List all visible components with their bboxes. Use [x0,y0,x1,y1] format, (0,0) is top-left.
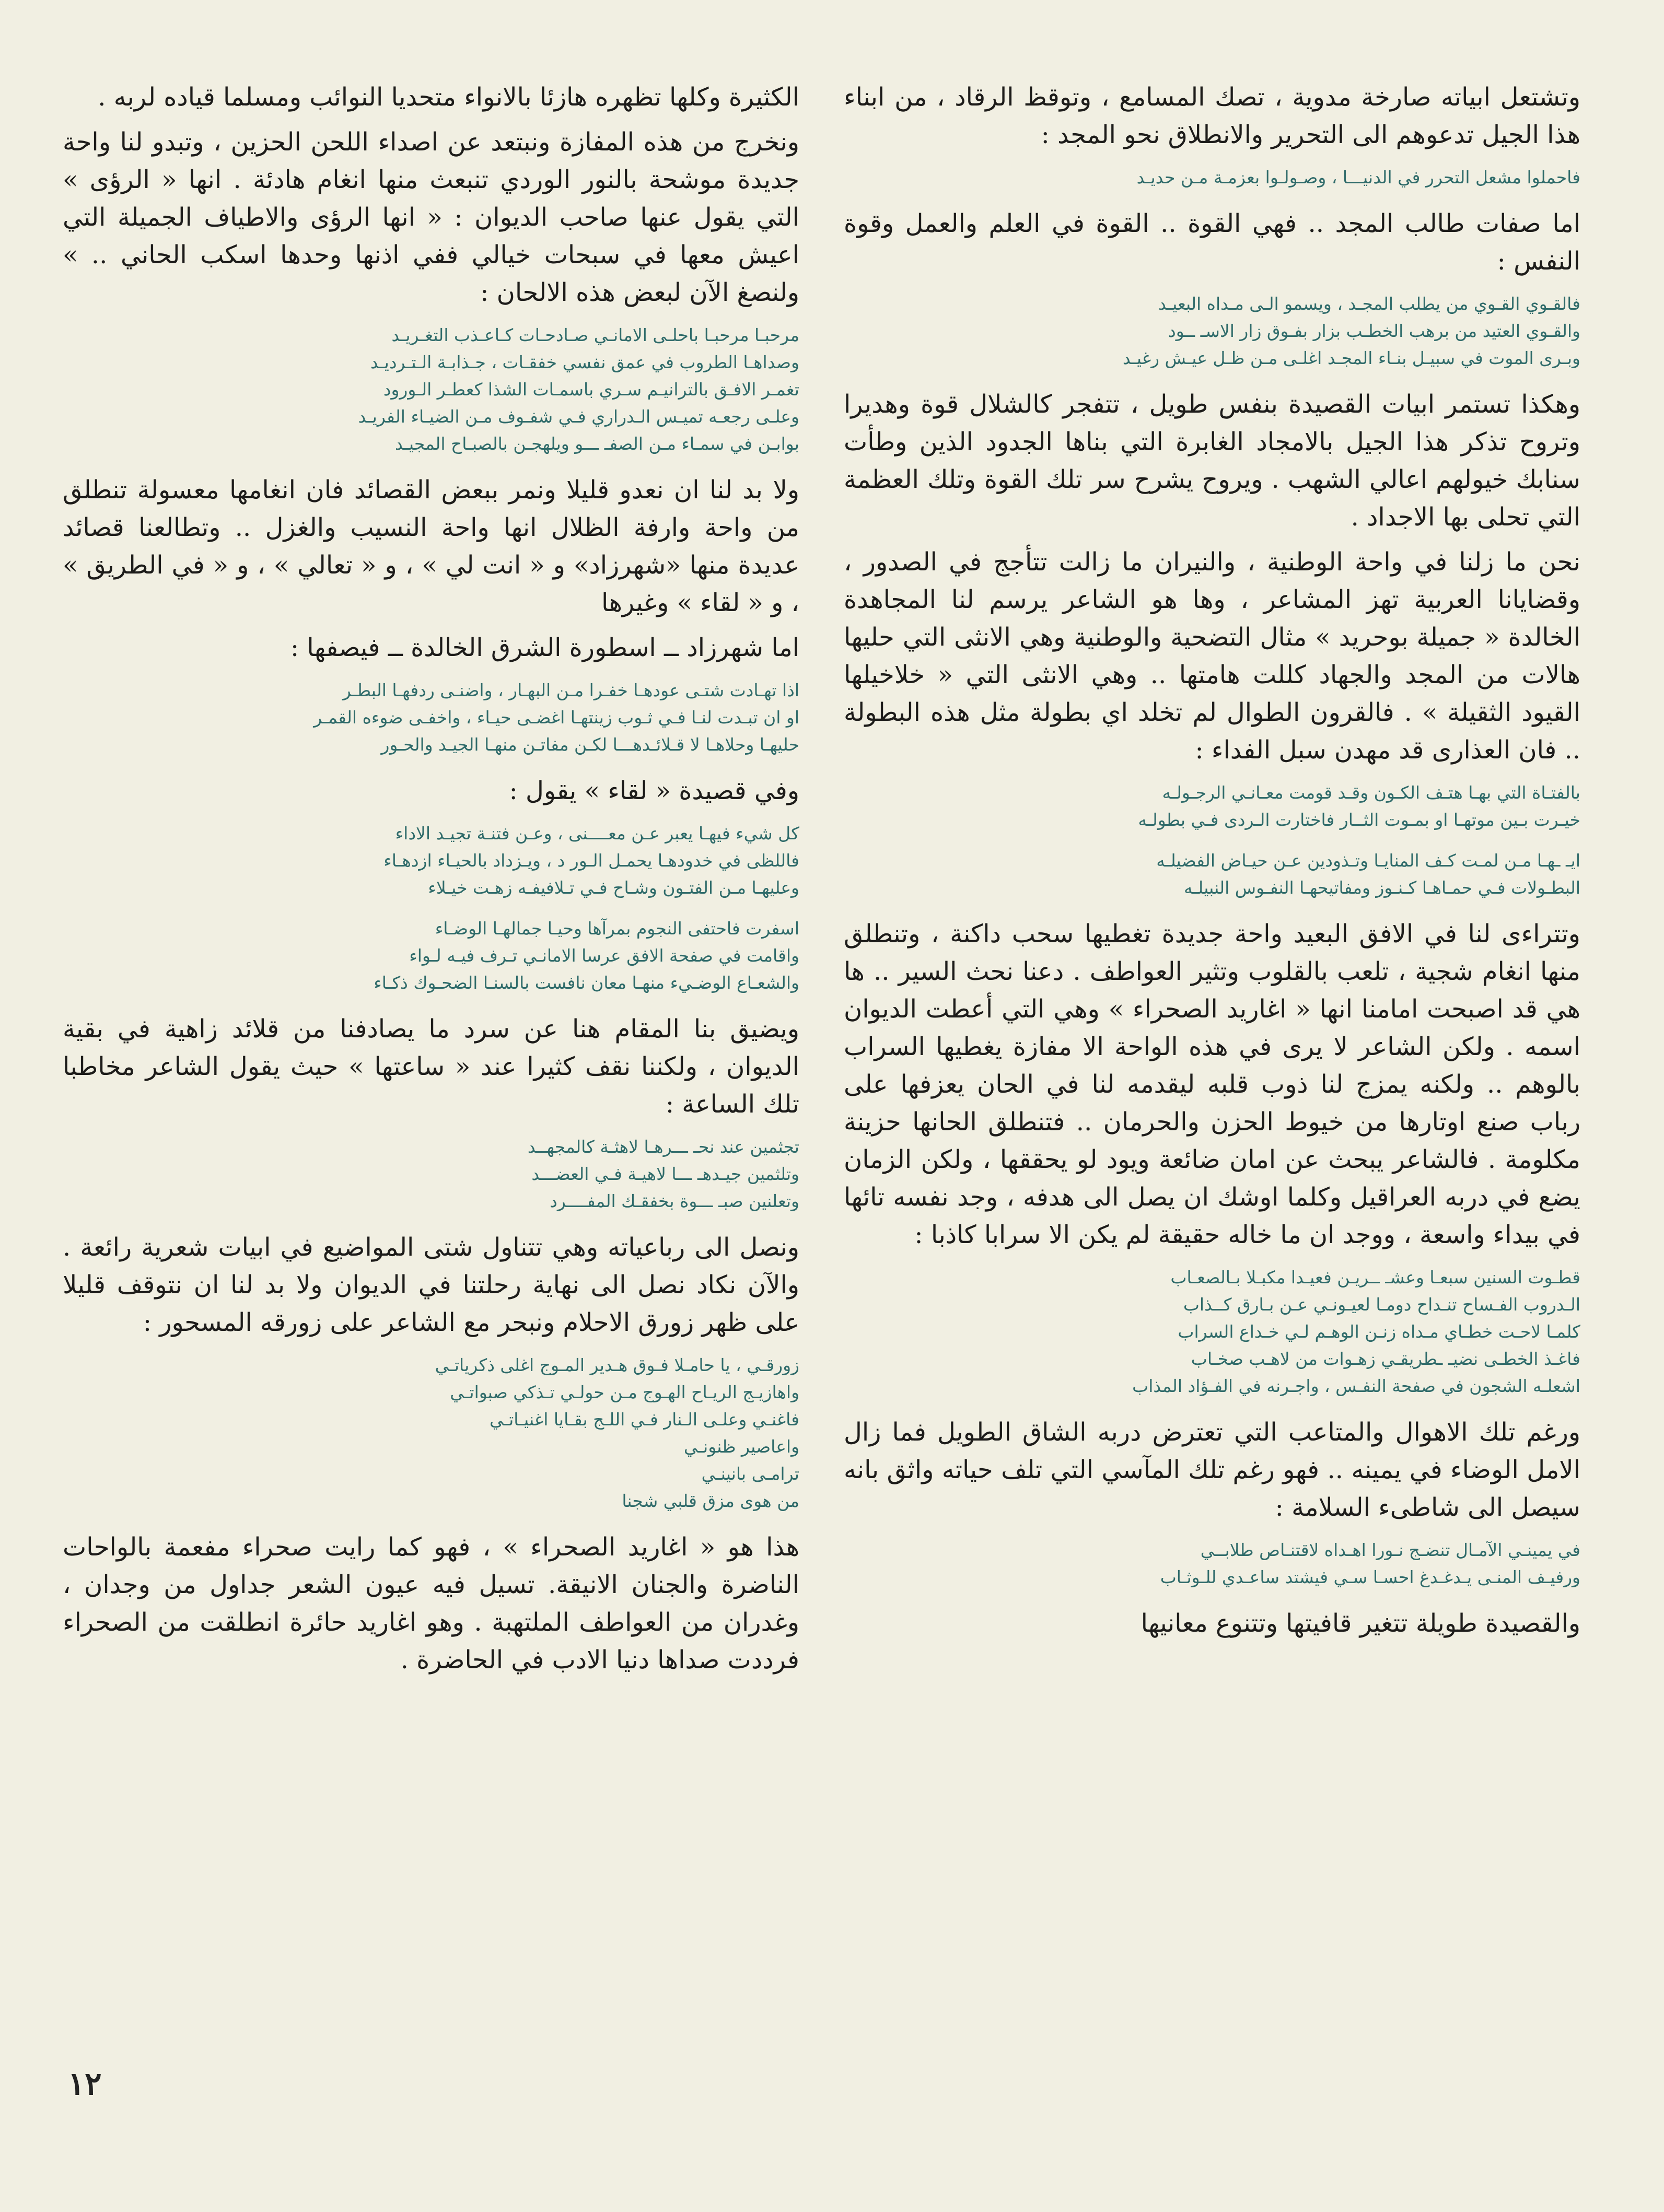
left-paragraph: ولا بد لنا ان نعدو قليلا ونمر ببعض القصائد فان انغامها معسولة تنطلق من واحة وارفة الظلال انها واحة النسيب والغزل .. وتطالعنا قصائد عديدة منها «شهرزاد» و « انت لي » ، و « تعالي » ، و « في الطريق » ، و « لقاء » وغيرها [63,475,799,617]
left-verse-block [63,677,799,758]
verse-line: البطـولات فـي حمـاهـا كـنـوز ومفاتيحهـا النفـوس النبيلـه [1183,877,1580,898]
left-paragraph: الكثيرة وكلها تظهره هازئا بالانواء متحديا النوائب ومسلما قياده لربه . [98,83,799,112]
verse-line: والقـوي العتيد من برهب الخطـب بزار بفـوق زار الاسـ ــود [1168,321,1580,341]
left-paragraph: ونصل الى رباعياته وهي تتناول شتى المواضيع في ابيات شعرية رائعة . والآن نكاد نصل الى نهاية رحلتنا في الديوان ولا بد لنا ان نتوقف قليلا على ظهر زورق الاحلام ونبحر مع الشاعر على زورقه المسحور : [63,1233,799,1337]
left-paragraph: اما شهرزاد ــ اسطورة الشرق الخالدة ــ فيصفها : [290,633,799,662]
verse-line: الـدروب الفـساح تنـداح دومـا لعيـونـي عـن بـارق كــذاب [1183,1294,1580,1315]
verse-line: ورفيـف المنـى يـدغـدغ احسـا سـي فيشتد ساعـدي للـوثـاب [1160,1567,1580,1587]
verse-line: من هوى مزق قلبي شجنا [622,1491,799,1511]
verse-line: كلمـا لاحـت خطـاي مـداه زنـن الوهـم لـي خـداع السراب [1178,1321,1580,1342]
verse-line: وعلـى رجعـه تميـس الـدراري فـي شفـوف مـن الضيـاء الفريـد [358,406,799,427]
verse-line: اشعلـه الشجون في صفحة النفـس ، واجـرنه في الفـؤاد المذاب [1132,1376,1580,1396]
verse-line: مرحبـا مرحبـا باحلـى الامانـي صـادحـات كـاعـذب التغـريـد [391,325,799,345]
right-paragraph: اما صفات طالب المجد .. فهي القوة .. القوة في العلم والعمل وقوة النفس : [844,209,1580,276]
verse-line: فاغـذ الخطـى نضيـ ـطريقـي زهـوات من لاهـب صخـاب [1191,1349,1580,1369]
verse-line: قطـوت السنين سبعـا وعشـ ــريـن فعيـدا مكبـلا بـالصعـاب [1170,1267,1580,1288]
right-column [844,78,1580,1649]
verse-line: بالفتـاة التي بهـا هتـف الكـون وقـد قومت معـانـي الرجـولـه [1162,782,1580,803]
left-paragraph: ويضيق بنا المقام هنا عن سرد ما يصادفنا من قلائد زاهية في بقية الديوان ، ولكننا نقف كثيرا عند « ساعتها » حيث يقول الشاعر مخاطبا تلك الساعة : [63,1014,799,1119]
right-verse-block [844,1537,1580,1591]
verse-line: في يمينـي الآمـال تنضـج نـورا اهـداه لاقتنـاص طلابــي [1200,1540,1580,1560]
verse-line: اذا تهـادت شتـى عودهـا خفـرا مـن البهـار ، واضنـى ردفهـا البطـر [342,680,799,700]
verse-line: او ان تبـدت لنـا فـي ثـوب زينتهـا اغضـى حيـاء ، واخفـى ضوءه القمـر [313,707,799,728]
right-paragraph: نحن ما زلنا في واحة الوطنية ، والنيران ما زالت تتأجج في الصدور ، وقضايانا العربية تهز المشاعر ، وها هو الشاعر يرسم لنا المجاهدة الخالدة « جميلة بوحريد » مثال التضحية والوطنية وهي الانثى التي حليها هالات من المجد والجهاد كللت هامتها .. وهي الانثى التي « خلاخيلها القيود الثقيلة » . فالقرون الطوال لم تخلد اي بطولة مثل هذه البطولة .. فان العذارى قد مهدن سبل الفداء : [844,547,1580,765]
verse-line: وعليهـا مـن الفتـون وشـاح فـي تـلافيفـه زهـت خيـلاء [428,877,799,898]
verse-line: زورقـي ، يا حامـلا فـوق هـدير المـوج اغلى ذكرياتـي [435,1355,799,1375]
verse-line: ايـ ـهـا مـن لمـت كـف المنايـا وتـذودين عـن حيـاض الفضيلـه [1156,850,1580,871]
verse-line: تغمـر الافـق بالترانيـم سـري باسمـات الشذا كعطـر الـورود [383,379,799,400]
verse-line: واقامت في صفحة الافق عرسا الامانـي تـرف فيـه لـواء [409,945,799,966]
verse-line: فالقـوي القـوي من يطلب المجـد ، ويسمو الـى مـداه البعيـد [1158,294,1580,314]
right-paragraph: والقصيدة طويلة تتغير قافيتها وتتنوع معانيها [1141,1609,1580,1638]
verse-line: كل شيء فيهـا يعبر عـن معــــنى ، وعـن فتنـة تجيـد الاداء [395,823,799,844]
left-paragraph: هذا هو « اغاريد الصحراء » ، فهو كما رايت صحراء مفعمة بالواحات الناضرة والجنان الانيقة. تسيل فيه عيون الشعر جداول من وجدان ، وغدران من العواطف الملتهبة . وهو اغاريد حائرة انطلقت من الصحراء فرددت صداها دنيا الادب في الحاضرة . [63,1532,799,1675]
verse-line: والشعـاع الوضـيء منهـا معان نافست بالسنـا الضحـوك ذكـاء [374,973,799,993]
verse-line: ترامـى بانينـي [701,1464,799,1484]
right-paragraph: وتشتعل ابياته صارخة مدوية ، تصك المسامع ، وتوقظ الرقاد ، من ابناء هذا الجيل تدعوهم الى التحرير والانطلاق نحو المجد : [844,83,1580,149]
right-verse-block [844,779,1580,834]
right-verse-block [844,164,1580,191]
verse-line: وبـرى الموت في سبيـل بنـاء المجـد اغلـى مـن ظـل عيـش رغيـد [1122,348,1580,368]
left-verse-block [63,322,799,458]
left-column [63,78,799,1686]
page-number: ١٢ [68,2066,102,2102]
left-paragraph: ونخرج من هذه المفازة ونبتعد عن اصداء اللحن الحزين ، وتبدو لنا واحة جديدة موشحة بالنور الوردي تنبعث منها انغام هادئة . انها « الرؤى » التي يقول عنها صاحب الديوان : « انها الرؤى والاطياف الجميلة التي اعيش معها في سبحات خيالي ففي اذنها وحدها اسكب الحاني .. » ولنصغ الآن لبعض هذه الالحان : [63,127,800,307]
verse-line: فاغنـي وعلـى الـنار فـي اللـج بقـايا اغنيـاتـي [489,1409,799,1430]
verse-line: فاحملوا مشعل التحرر في الدنيـــا ، وصـولـوا بعزمـة مـن حديـد [1136,167,1580,188]
verse-line: حليهـا وحلاهـا لا قـلائـدهـــا لكـن مفاتـن منهـا الجيـد والحـور [381,734,799,755]
left-verse-block [63,915,799,997]
verse-line: وتعلنين صبـ ـــوة بخفقـك المفــــرد [550,1191,799,1211]
verse-line: خيـرت بـين موتهـا او بمـوت الثــار فاختارت الـردى فـي بطولـه [1138,810,1580,830]
left-verse-block [63,1352,799,1515]
right-paragraph: وهكذا تستمر ابيات القصيدة بنفس طويل ، تتفجر كالشلال قوة وهديرا وتروح تذكر هذا الجيل بالامجاد الغابرة التي بناها الجدود الذين وطأت سنابك خيولهم اعالي الشهب . ويروح يشرح سر تلك القوة وتلك العظمة التي تحلى بها الاجداد . [844,390,1581,532]
left-verse-block [63,820,799,902]
right-verse-block [844,1264,1580,1400]
right-paragraph: ورغم تلك الاهوال والمتاعب التي تعترض دربه الشاق الطويل فما زال الامل الوضاء في يمينه .. فهو رغم تلك المآسي التي تلف حياته واثق بانه سيصل الى شاطىء السلامة : [844,1418,1581,1522]
right-paragraph: وتتراءى لنا في الافق البعيد واحة جديدة تغطيها سحب داكنة ، وتنطلق منها انغام شجية ، تلعب بالقلوب وتثير العواطف . دعنا نحث السير .. ها هي قد اصبحت امامنا انها « اغاريد الصحراء » وهي التي أعطت الديوان اسمه . ولكن الشاعر لا يرى في هذه الواحة الا مفازة يغطيها السراب بالوهم .. ولكنه يمزج لنا ذوب قلبه ليقدمه لنا في الحان يعزفها على رباب صنع اوتارها من خيوط الحزن والحرمان .. فتنطلق الحانها حزينة مكلومة . فالشاعر يبحث عن امان ضائعة ويود لو يحققها ، ولكن الزمان يضع في دربه العراقيل وكلما اوشك ان يصل الى هدفه ، وجد نفسه تائها في بيداء واسعة ، ووجد ان ما خاله حقيقة لم يكن الا سرابا كاذبا : [844,919,1581,1249]
verse-line: فاللظى في خدودهـا يحمـل الـور د ، ويـزداد بالحيـاء ازدهـاء [383,850,799,871]
verse-line: وصداهـا الطروب في عمق نفسي خفقـات ، جـذابـة الـتـرديـد [370,352,799,372]
verse-line: اسفرت فاحتفى النجوم بمرآها وحيـا جمالهـا الوضـاء [435,918,799,939]
verse-line: بوابـن في سمـاء مـن الصفـ ـــو ويلهجـن بالصبـاح المجيـد [394,434,799,454]
left-verse-block [63,1133,799,1215]
right-verse-block [844,847,1580,902]
right-verse-block [844,290,1580,372]
verse-line: واهازيـج الريـاح الهـوج مـن حولـي تـذكي صبواتـي [450,1382,799,1402]
verse-line: واعاصير ظنونـي [683,1436,799,1457]
left-paragraph: وفي قصيدة « لقاء » يقول : [509,776,799,805]
verse-line: تجثمين عند نحـ ـــرهـا لاهثـة كالمجهــد [527,1137,799,1157]
verse-line: وتلثمين جيـدهـ ـــا لاهيـة فـي العضـــد [531,1164,799,1184]
